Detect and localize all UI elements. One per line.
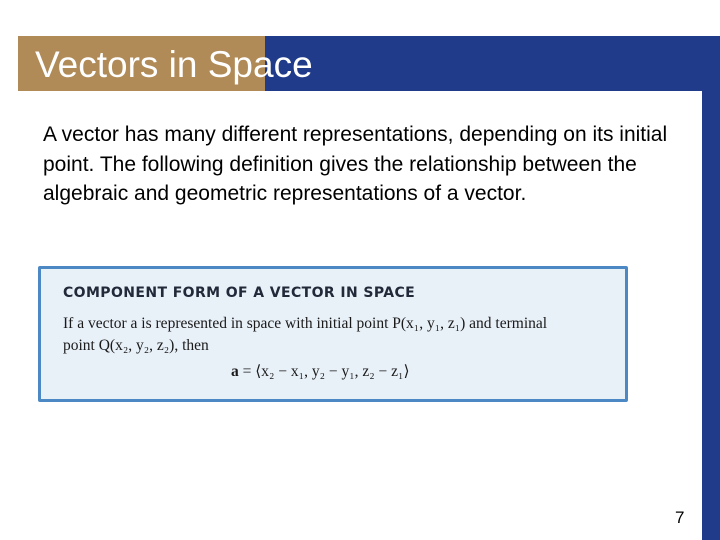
formula-vector-a: a <box>231 363 239 380</box>
definition-box <box>38 266 628 402</box>
definition-heading: COMPONENT FORM OF A VECTOR IN SPACE <box>63 285 416 301</box>
body-paragraph: A vector has many different representations, depending on its initial point. The following definition gives the relationship between the algebraic and geometric representations of a vector. <box>43 123 668 205</box>
definition-formula <box>231 362 410 381</box>
title-bar <box>18 36 720 91</box>
right-decorative-strip <box>702 91 720 540</box>
definition-line-1: If a vector a is represented in space with initial point P(x₁, y₁, z₁) and terminal <box>63 315 548 332</box>
formula-components: = ⟨x₂ − x₁, y₂ − y₁, z₂ − z₁⟩ <box>238 363 410 380</box>
slide-title: Vectors in Space <box>35 44 313 85</box>
definition-line-2: point Q(x₂, y₂, z₂), then <box>63 337 209 354</box>
page-number: 7 <box>675 508 685 527</box>
